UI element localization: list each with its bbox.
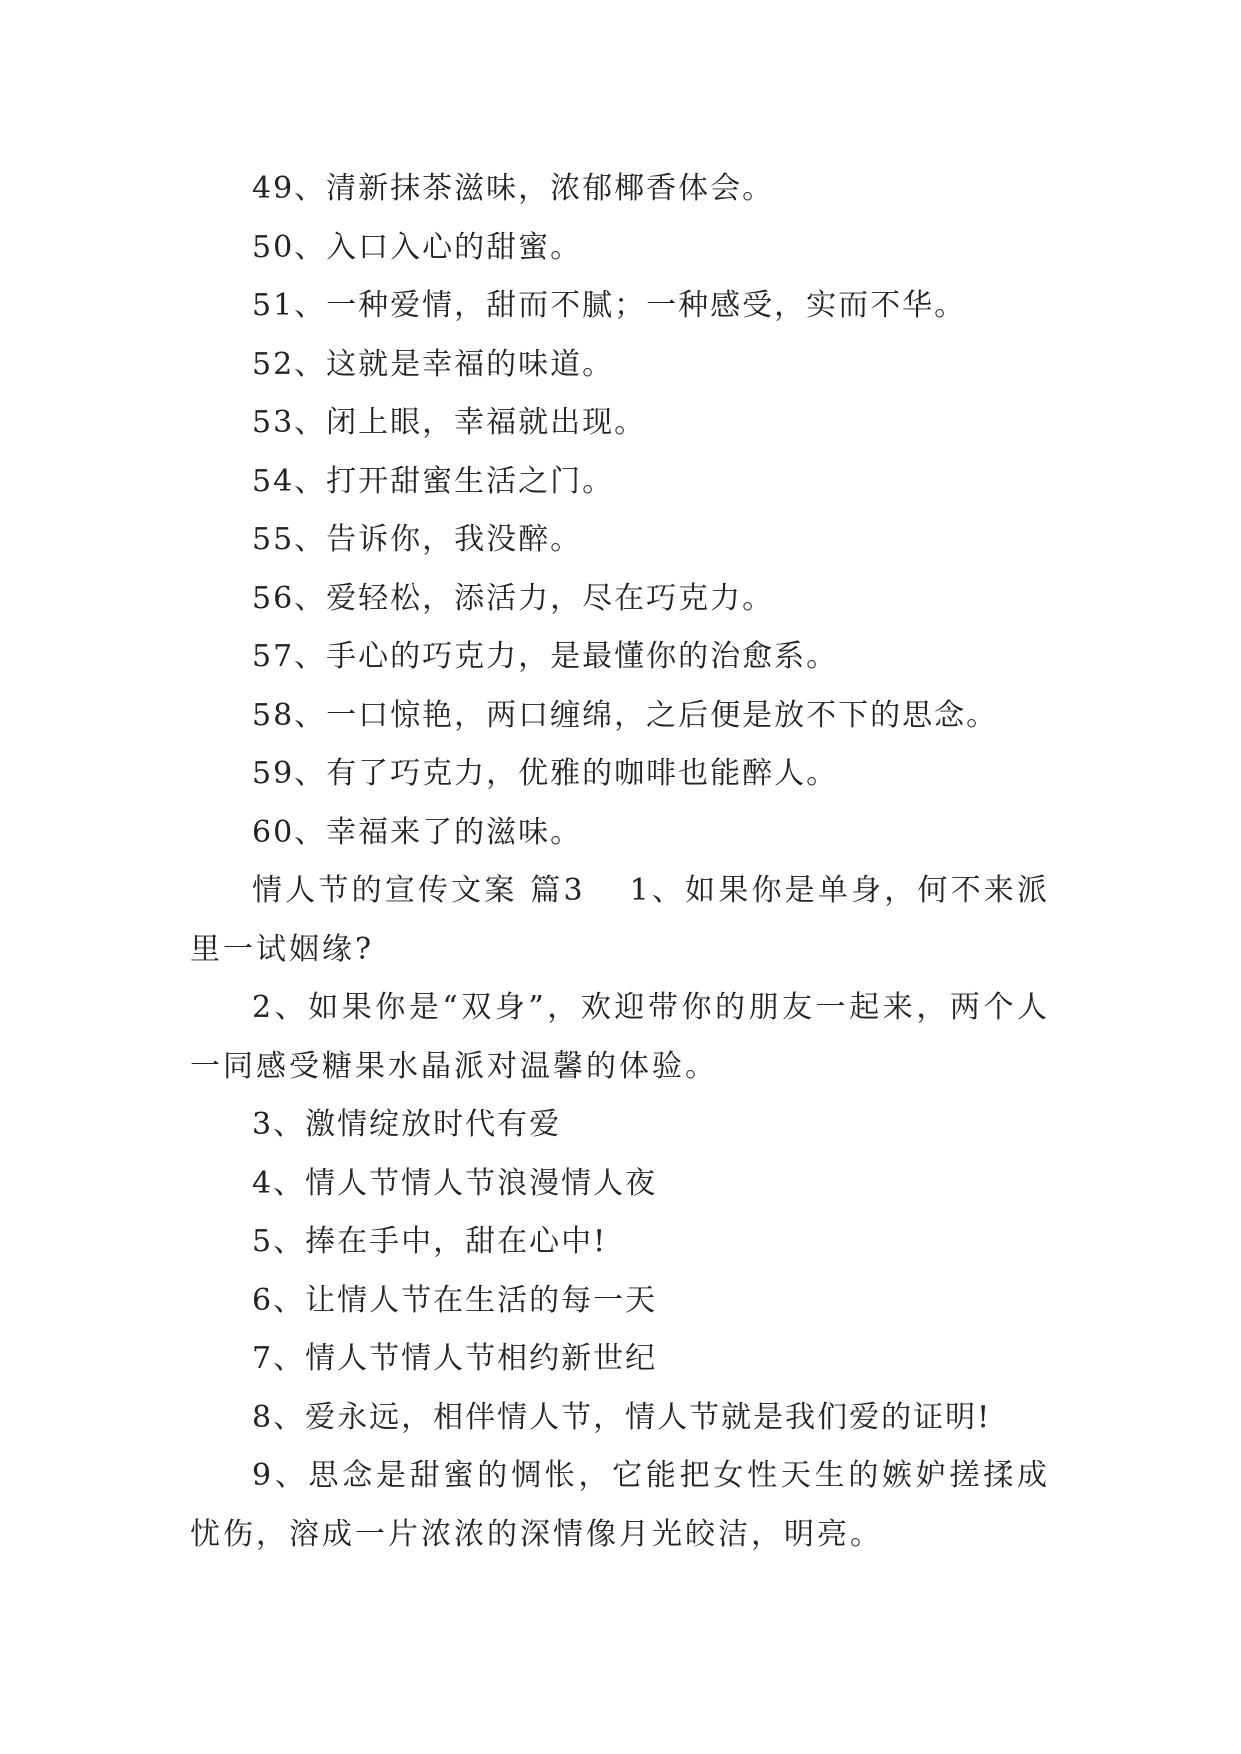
paragraph: 2、如果你是“双身”，欢迎带你的朋友一起来，两个人一同感受糖果水晶派对温馨的体验。 xyxy=(190,990,1050,1084)
section-first-item: 1、如果你是单身，何不来派里一试姻缘? xyxy=(190,873,1050,967)
list-item: 3、激情绽放时代有爱 xyxy=(252,1107,562,1142)
list-item: 53、闭上眼，幸福就出现。 xyxy=(252,405,647,440)
list-item: 57、手心的巧克力，是最懂你的治愈系。 xyxy=(252,639,839,674)
list-item: 58、一口惊艳，两口缠绵，之后便是放不下的思念。 xyxy=(252,697,999,733)
list-item: 50、入口入心的甜蜜。 xyxy=(252,229,583,265)
list-item: 56、爱轻松，添活力，尽在巧克力。 xyxy=(252,580,775,616)
list-item: 59、有了巧克力，优雅的咖啡也能醉人。 xyxy=(252,756,839,791)
section-heading: 情人节的宣传文案 篇3 xyxy=(252,873,586,908)
list-item: 49、清新抹茶滋味，浓郁椰香体会。 xyxy=(252,171,775,206)
list-item: 8、爱永远，相伴情人节，情人节就是我们爱的证明! xyxy=(252,1399,992,1435)
list-item: 60、幸福来了的滋味。 xyxy=(252,814,583,850)
list-item: 4、情人节情人节浪漫情人夜 xyxy=(252,1165,658,1201)
list-item: 5、捧在手中，甜在心中! xyxy=(252,1224,608,1259)
list-item: 6、让情人节在生活的每一天 xyxy=(252,1282,658,1318)
list-item: 52、这就是幸福的味道。 xyxy=(252,346,615,382)
list-item: 7、情人节情人节相约新世纪 xyxy=(252,1341,658,1376)
section-paragraph xyxy=(190,862,1050,979)
document-body xyxy=(190,160,1050,1564)
list-item: 55、告诉你，我没醉。 xyxy=(252,522,583,557)
list-item: 51、一种爱情，甜而不腻；一种感受，实而不华。 xyxy=(252,288,967,323)
list-item: 54、打开甜蜜生活之门。 xyxy=(252,463,615,499)
paragraph: 9、思念是甜蜜的惆怅，它能把女性天生的嫉妒搓揉成忧伤，溶成一片浓浓的深情像月光皎洁，明亮。 xyxy=(190,1458,1050,1552)
